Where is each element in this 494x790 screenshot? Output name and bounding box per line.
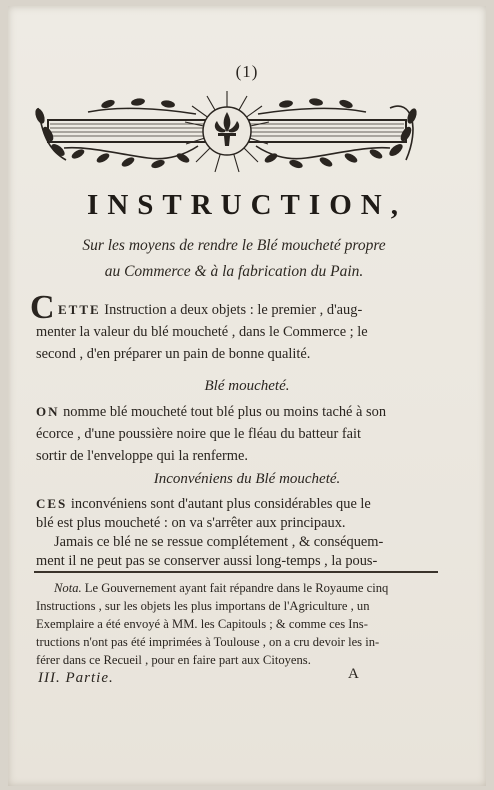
intro-line-1: [58, 300, 434, 320]
section1-line-1-text: nomme blé moucheté tout blé plus ou moins taché à son: [59, 404, 387, 420]
section2-lead-word: CES: [36, 496, 68, 511]
page-number: (1): [235, 62, 259, 81]
note-line-5: férer dans ce Recueil , pour en faire part aux Citoyens.: [36, 653, 311, 667]
note-label: Nota.: [54, 581, 82, 595]
printer-signature: III. Partie.: [38, 670, 114, 686]
section2-line-4: ment il ne peut pas se conserver aussi long-temps , la pous-: [36, 553, 378, 569]
drop-cap: C: [30, 289, 55, 326]
section2-line-1-text: inconvéniens sont d'autant plus considérables que le: [67, 496, 371, 512]
section1-line-3: sortir de l'enveloppe qui la renferme.: [36, 448, 248, 464]
section-heading-ble-mouchete: Blé moucheté.: [204, 378, 290, 394]
page: [8, 6, 486, 786]
note-line-4: tructions n'ont pas été imprimées à Toulouse , on a cru devoir les in-: [36, 635, 380, 649]
headpiece-ornament: [28, 88, 426, 174]
section-heading-inconveniens: Inconvéniens du Blé moucheté.: [153, 471, 341, 487]
note-line-1: [54, 580, 436, 597]
note-line-2: Instructions , sur les objets les plus importans de l'Agriculture , un: [36, 599, 370, 613]
section1-lead-word: ON: [36, 404, 60, 419]
note-line-3: Exemplaire a été envoyé à MM. les Capitouls ; & comme ces Ins-: [36, 617, 368, 631]
subtitle-line-2: au Commerce & à la fabrication du Pain.: [104, 263, 364, 280]
intro-line-1-text: Instruction a deux objets : le premier , d'aug-: [100, 302, 363, 318]
signature-mark: A: [348, 666, 359, 682]
footnote-divider: [34, 571, 438, 573]
section2-line-3: Jamais ce blé ne se ressue complétement , & conséquem-: [54, 534, 384, 550]
section2-line-1: [36, 494, 434, 514]
note-line-1-text: Le Gouvernement ayant fait répandre dans le Royaume cinq: [81, 581, 389, 595]
section1-line-2: écorce , d'une poussière noire que le fléau du batteur fait: [36, 426, 362, 442]
subtitle-line-1: Sur les moyens de rendre le Blé moucheté propre: [82, 237, 386, 254]
section1-line-1: [36, 402, 434, 422]
section2-line-2: blé est plus moucheté : on va s'arrêter aux principaux.: [36, 515, 346, 531]
intro-line-3: second , d'en préparer un pain de bonne qualité.: [36, 346, 311, 362]
document-title: INSTRUCTION,: [87, 189, 407, 221]
intro-line-2: menter la valeur du blé moucheté , dans le Commerce ; le: [36, 324, 368, 340]
intro-lead-word: ETTE: [58, 302, 101, 317]
